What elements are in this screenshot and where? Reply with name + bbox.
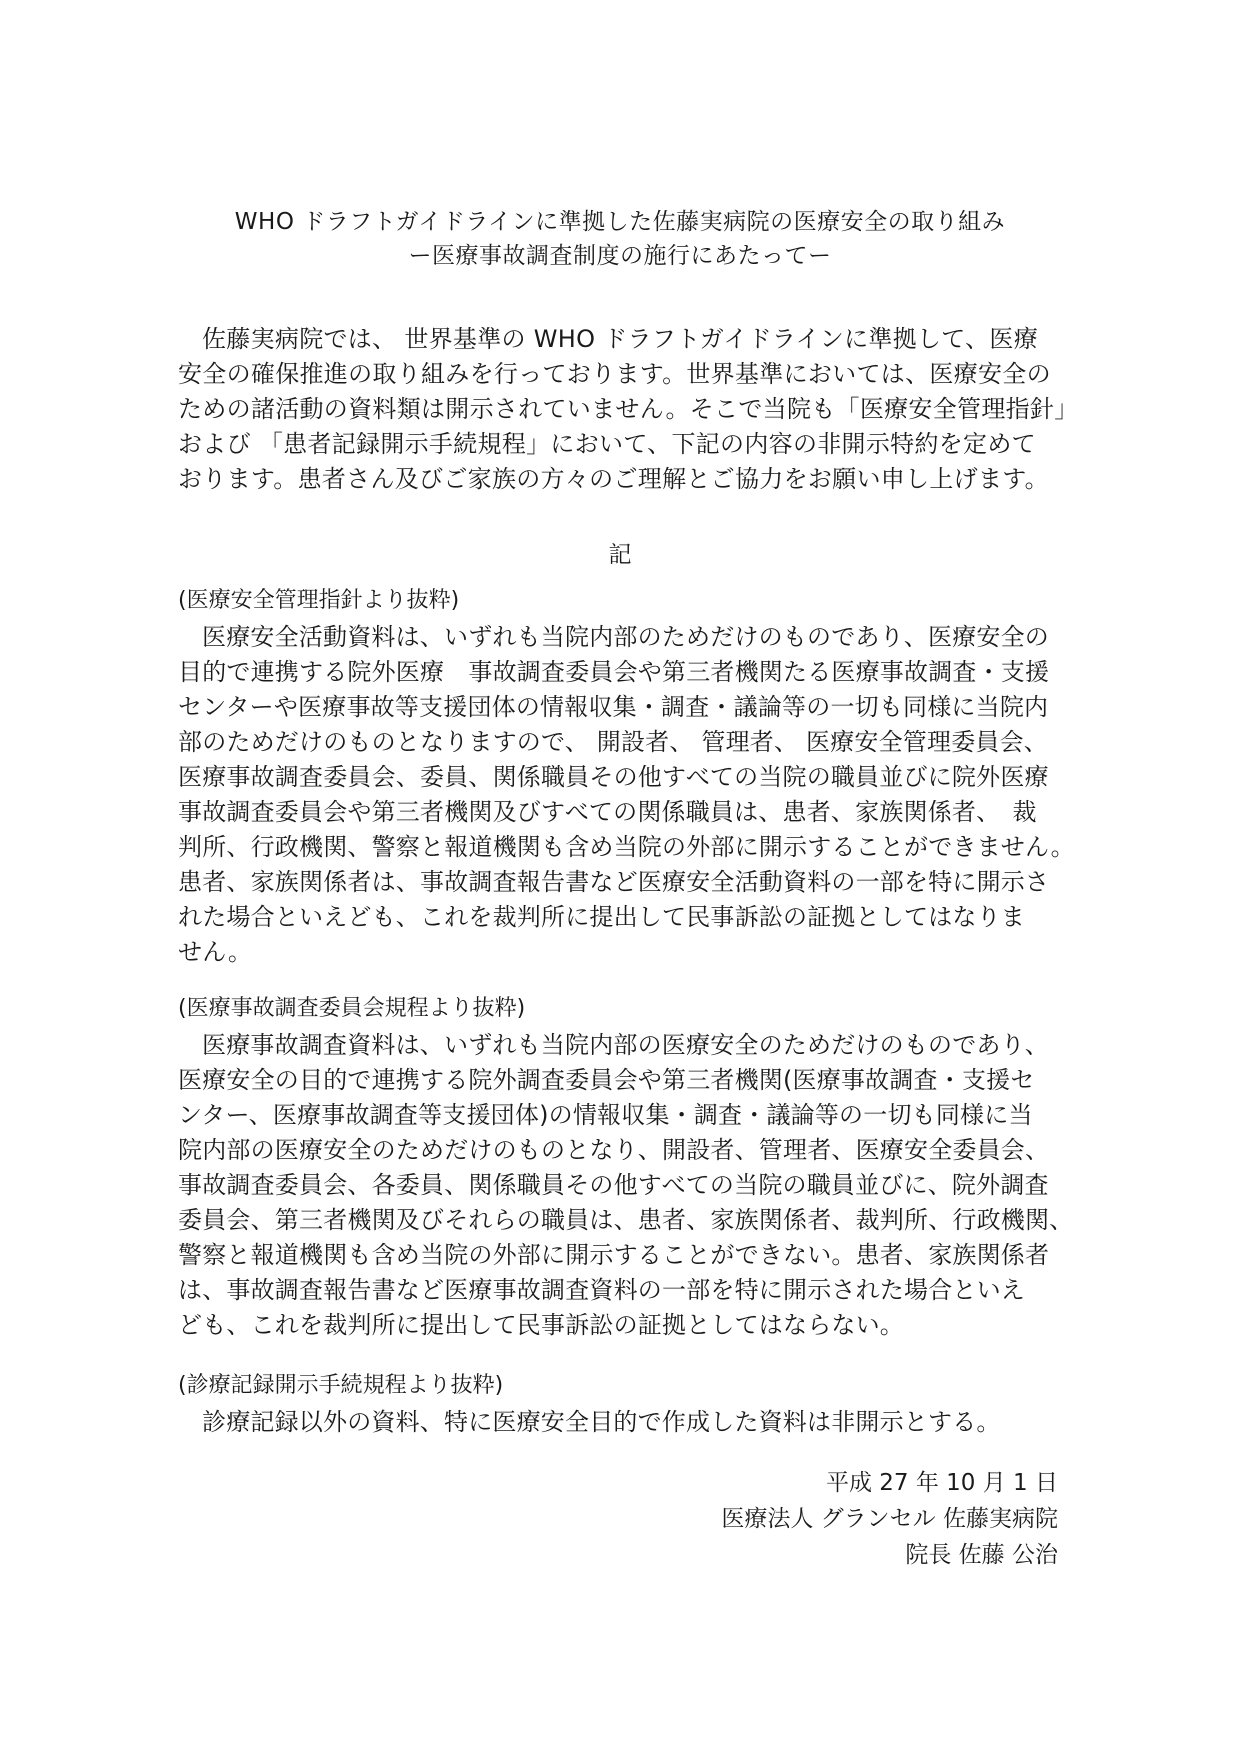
section-line: 目的で連携する院外医療 事故調査委員会や第三者機関たる医療事故調査・支援 — [178, 658, 1050, 686]
intro-line: および 「患者記録開示手続規程」において、下記の内容の非開示特約を定めて — [178, 430, 1036, 458]
section-heading: (医療安全管理指針より抜粋) — [178, 588, 460, 613]
section-line: 事故調査委員会、各委員、関係職員その他すべての当院の職員並びに、院外調査 — [178, 1171, 1049, 1199]
section-line: 医療事故調査資料は、いずれも当院内部の医療安全のためだけのものであり、 — [202, 1031, 1049, 1059]
section-line: 判所、行政機関、警察と報道機関も含め当院の外部に開示することができません。 — [178, 833, 1075, 861]
section-line: 医療安全活動資料は、いずれも当院内部のためだけのものであり、医療安全の — [202, 623, 1049, 651]
section-line: れた場合といえども、これを裁判所に提出して民事訴訟の証拠としてはなりま — [178, 903, 1025, 931]
signature-director: 院長 佐藤 公治 — [905, 1542, 1058, 1568]
title-line-1: WHO ドラフトガイドラインに準拠した佐藤実病院の医療安全の取り組み — [234, 209, 1006, 235]
section-body — [178, 1405, 1058, 1440]
section-line: 事故調査委員会や第三者機関及びすべての関係職員は、患者、家族関係者、 裁 — [178, 798, 1037, 826]
section-safety-guideline — [178, 585, 1075, 970]
document-title — [0, 205, 1240, 273]
intro-paragraph — [178, 322, 1079, 497]
intro-line: 安全の確保推進の取り組みを行っております。世界基準においては、医療安全の — [178, 360, 1051, 388]
intro-line: ための諸活動の資料類は開示されていません。そこで当院も「医療安全管理指針」 — [178, 395, 1079, 423]
section-line: 患者、家族関係者は、事故調査報告書など医療安全活動資料の一部を特に開示さ — [178, 868, 1050, 896]
section-line: 警察と報道機関も含め当院の外部に開示することができない。患者、家族関係者 — [178, 1241, 1050, 1269]
intro-line: 佐藤実病院では、 世界基準の WHO ドラフトガイドラインに準拠して、医療 — [202, 325, 1039, 353]
section-heading: (医療事故調査委員会規程より抜粋) — [178, 996, 526, 1021]
section-line: センターや医療事故等支援団体の情報収集・調査・議論等の一切も同様に当院内 — [178, 693, 1049, 721]
section-body — [178, 620, 1075, 970]
section-line: 委員会、第三者機関及びそれらの職員は、患者、家族関係者、裁判所、行政機関、 — [178, 1206, 1074, 1234]
signature-date: 平成 27 年 10 月 1 日 — [825, 1470, 1058, 1496]
section-body — [178, 1028, 1074, 1343]
title-line-2: ー医療事故調査制度の施行にあたってー — [408, 243, 832, 269]
section-line: ども、これを裁判所に提出して民事訴訟の証拠としてはならない。 — [178, 1311, 904, 1339]
section-line: 医療安全の目的で連携する院外調査委員会や第三者機関(医療事故調査・支援セ — [178, 1066, 1035, 1094]
section-line: 部のためだけのものとなりますので、 開設者、 管理者、 医療安全管理委員会、 — [178, 728, 1049, 756]
section-line: ンター、医療事故調査等支援団体)の情報収集・調査・議論等の一切も同様に当 — [178, 1101, 1033, 1129]
section-line: 医療事故調査委員会、委員、関係職員その他すべての当院の職員並びに院外医療 — [178, 763, 1049, 791]
section-line: せん。 — [178, 938, 253, 966]
section-investigation-committee — [178, 993, 1074, 1343]
ki-marker: 記 — [608, 542, 632, 568]
intro-line: おります。患者さん及びご家族の方々のご理解とご協力をお願い申し上げます。 — [178, 465, 1049, 493]
section-line: 診療記録以外の資料、特に医療安全目的で作成した資料は非開示とする。 — [202, 1408, 1001, 1436]
section-line: は、事故調査報告書など医療事故調査資料の一部を特に開示された場合といえ — [178, 1276, 1025, 1304]
signature-organization: 医療法人 グランセル 佐藤実病院 — [721, 1506, 1058, 1532]
signature-block — [721, 1465, 1058, 1573]
section-records-disclosure — [178, 1370, 1058, 1440]
section-line: 院内部の医療安全のためだけのものとなり、開設者、管理者、医療安全委員会、 — [178, 1136, 1050, 1164]
section-heading: (診療記録開示手続規程より抜粋) — [178, 1373, 504, 1398]
